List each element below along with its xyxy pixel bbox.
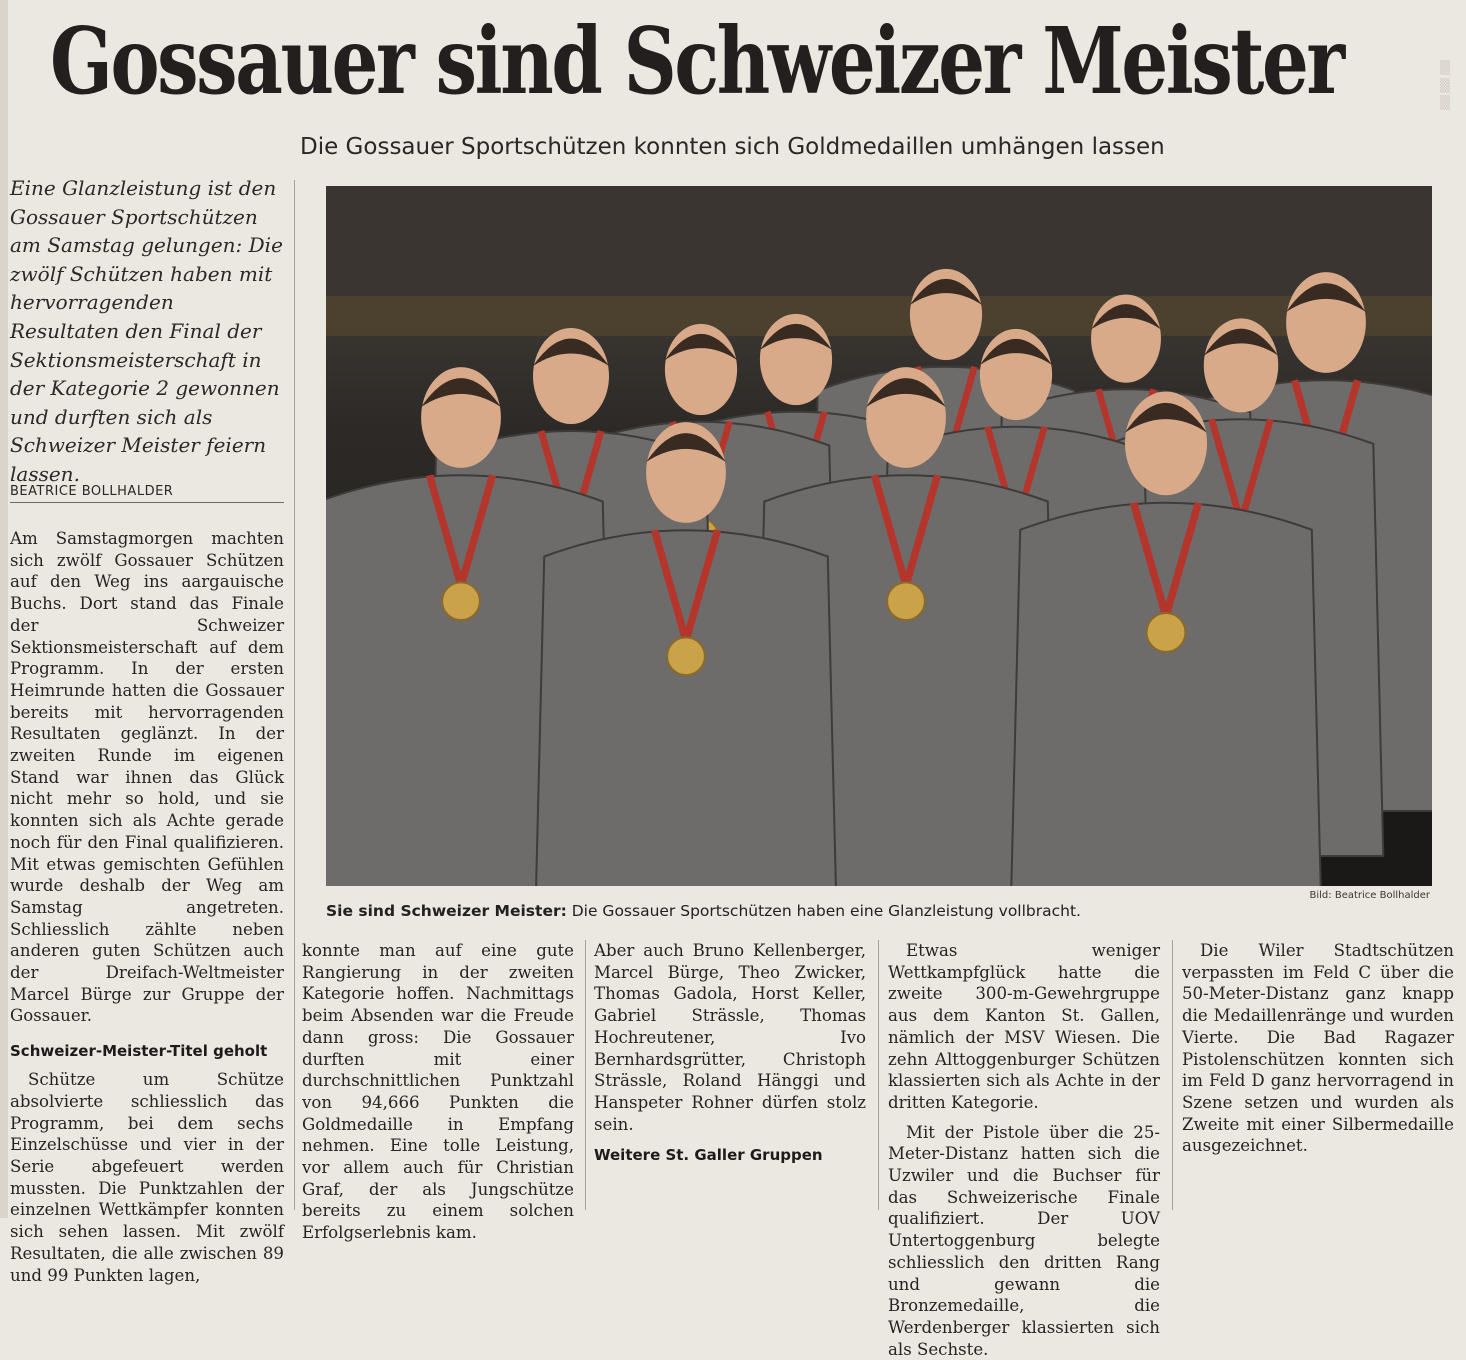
body-paragraph-3: konnte man auf eine gute Rangierung in der zweiten Kategorie hoffen. Nachmittags beim Absenden war die Freude dann gross: Die Gossauer durften mit einer durchschnittlichen Punktzahl von 94,666 Punkten die Goldmedaille in Empfang nehmen. Eine tolle Leistung, vor allem auch für Christian Graf, der als Jungschütze bereits zu einem solchen Erfolgserlebnis kam. (302, 941, 574, 1243)
page-edge (0, 0, 8, 1218)
jacket (1010, 503, 1322, 886)
subhead-titel-geholt: Schweizer-Meister-Titel geholt (10, 1042, 268, 1061)
column-rule (294, 180, 295, 1210)
column-3 (594, 940, 866, 1173)
caption-lead: Sie sind Schweizer Meister: (326, 902, 567, 920)
column-rule (1172, 940, 1173, 1210)
team-photo (326, 186, 1432, 886)
byline: BEATRICE BOLLHALDER (10, 484, 284, 503)
column-rule (878, 940, 879, 1210)
body-paragraph-5: Etwas weniger Wettkampfglück hatte die zweite 300-m-Gewehrgruppe aus dem Kanton St. Gallen, nämlich der MSV Wiesen. Die zehn Alttoggenburger Schützen klassierten sich als Achte in der dritten Kategorie. (888, 941, 1160, 1112)
caption-text: Die Gossauer Sportschützen haben eine Glanzleistung vollbracht. (566, 902, 1081, 920)
column-rule (585, 940, 586, 1210)
subhead-weitere-gruppen: Weitere St. Galler Gruppen (594, 1146, 823, 1165)
body-paragraph-6: Mit der Pistole über die 25-Meter-Distanz hatten sich die Uzwiler und die Buchser für das Schweizerische Finale qualifiziert. Der UOV Untertoggenburg belegte schliesslich den dritten Rang und gewann die Bronzemedaille, die Werdenberger klassierten sich als Sechste. (888, 1122, 1160, 1359)
headline: Gossauer sind Schweizer Meister (50, 7, 1343, 115)
gold-medal (442, 582, 480, 620)
subheadline: Die Gossauer Sportschützen konnten sich Goldmedaillen umhängen lassen (300, 134, 1165, 160)
column-2 (302, 940, 574, 1244)
body-paragraph-7: Die Wiler Stadtschützen verpassten im Feld C über die 50-Meter-Distanz ganz knapp die Medaillenränge und wurden Vierte. Die Bad Ragazer Pistolenschützen konnten sich im Feld D ganz hervorragend in Szene setzen und wurden als Zweite mit einer Silbermedaille ausgezeichnet. (1182, 941, 1454, 1156)
column-1 (10, 528, 284, 1286)
body-paragraph-1: Am Samstagmorgen machten sich zwölf Gossauer Schützen auf den Weg ins aargauische Buchs. Dort stand das Finale der Schweizer Sektionsmeisterschaft auf dem Programm. In der ersten Heimrunde hatten die Gossauer bereits mit hervorragenden Resultaten geglänzt. In der zweiten Runde im eigenen Stand war ihnen das Glück nicht mehr so hold, und sie konnten sich als Achte gerade noch für den Final qualifizieren. Mit etwas gemischten Gefühlen wurde deshalb der Weg am Samstag angetreten. Schliesslich zählte neben anderen guten Schützen auch der Dreifach-Weltmeister Marcel Bürge zur Gruppe der Gossauer. (10, 529, 284, 1026)
gold-medal (667, 637, 705, 675)
column-5 (1182, 940, 1454, 1157)
body-paragraph-4: Aber auch Bruno Kellenberger, Marcel Bürge, Theo Zwicker, Thomas Gadola, Horst Keller, Gabriel Strässle, Thomas Hochreutener, Ivo Bernhardsgrütter, Christoph Strässle, Roland Hänggi und Hanspeter Rohner dürfen stolz sein. (594, 941, 866, 1134)
team-photo-illustration (326, 186, 1432, 886)
photo-background-top (326, 186, 1432, 306)
photo-caption (326, 902, 1436, 920)
photo-credit: Bild: Beatrice Bollhalder (1309, 890, 1430, 901)
group-of-people (326, 269, 1432, 886)
gold-medal (887, 582, 925, 620)
body-paragraph-2: Schütze um Schütze absolvierte schliesslich das Programm, bei dem sechs Einzelschüsse und vier in der Serie abgefeuert werden mussten. Die Punktzahlen der einzelnen Wettkämpfer konnten sich sehen lassen. Mit zwölf Resultaten, die alle zwischen 89 und 99 Punkten lagen, (10, 1070, 284, 1285)
photo-background-lights (326, 296, 1432, 336)
bleed-through-right: ▒ ▒ ▒ (1440, 61, 1450, 112)
gold-medal (1147, 613, 1186, 652)
lead-paragraph: Eine Glanzleistung ist den Gossauer Sportschützen am Samstag gelungen: Die zwölf Schützen haben mit hervorragenden Resultaten den Final der Sektionsmeisterschaft in der Kategorie 2 gewonnen und durften sich als Schweizer Meister feiern lassen. (10, 176, 283, 486)
column-4 (888, 940, 1160, 1360)
jacket (534, 530, 838, 886)
